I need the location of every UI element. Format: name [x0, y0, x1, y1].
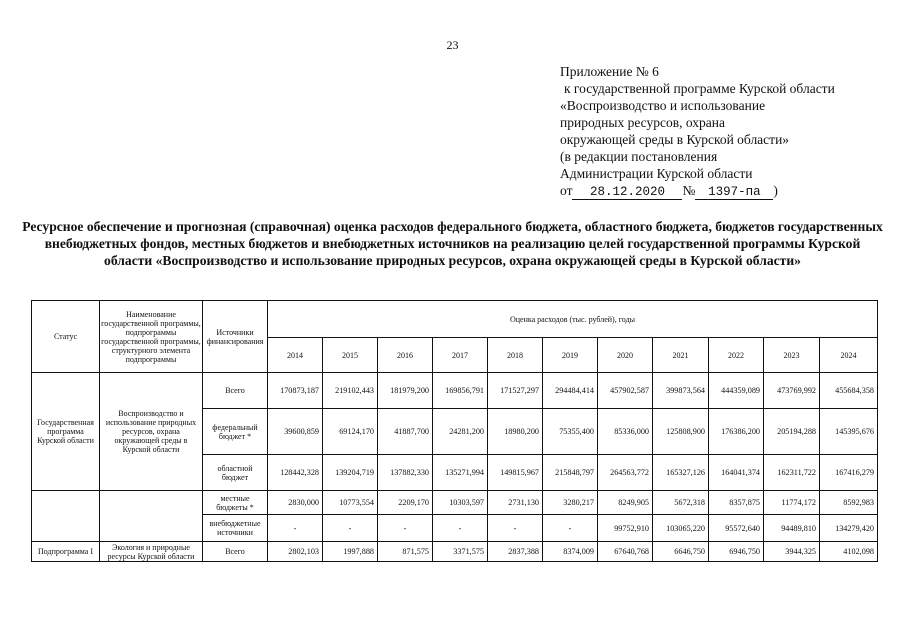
source-cell: областной бюджет: [203, 455, 268, 491]
value-cell: 134279,420: [820, 515, 878, 542]
appendix-line: природных ресурсов, охрана: [560, 115, 725, 130]
value-cell: 10303,597: [433, 491, 488, 515]
value-cell: 167416,279: [820, 455, 878, 491]
year-cell: 2022: [709, 338, 764, 373]
value-cell: 399873,564: [653, 373, 709, 409]
header-name: Наименование государственной программы, подпрограммы государственной программы, структурного элемента подпрограммы: [100, 301, 203, 373]
table-row: [32, 542, 878, 562]
value-cell: 135271,994: [433, 455, 488, 491]
value-cell: 18980,200: [488, 409, 543, 455]
source-cell: Всего: [203, 373, 268, 409]
value-cell: 2802,103: [268, 542, 323, 562]
value-cell: 171527,297: [488, 373, 543, 409]
year-cell: 2014: [268, 338, 323, 373]
value-cell: 2209,170: [378, 491, 433, 515]
header-status: Статус: [32, 301, 100, 373]
value-cell: 39600,859: [268, 409, 323, 455]
source-cell: местные бюджеты *: [203, 491, 268, 515]
year-cell: 2024: [820, 338, 878, 373]
status-cell: Государственная программа Курской области: [32, 373, 100, 491]
value-cell: 473769,992: [764, 373, 820, 409]
value-cell: 67640,768: [598, 542, 653, 562]
year-cell: 2018: [488, 338, 543, 373]
value-cell: 103065,220: [653, 515, 709, 542]
value-cell: 8249,905: [598, 491, 653, 515]
value-cell: 8357,875: [709, 491, 764, 515]
value-cell: 162311,722: [764, 455, 820, 491]
resource-table: [31, 300, 878, 562]
value-cell: 137882,330: [378, 455, 433, 491]
value-cell: -: [268, 515, 323, 542]
value-cell: 215848,797: [543, 455, 598, 491]
value-cell: 219102,443: [323, 373, 378, 409]
table-row: [32, 491, 878, 515]
value-cell: 3371,575: [433, 542, 488, 562]
resolution-number: 1397-па: [695, 185, 773, 200]
value-cell: 457902,587: [598, 373, 653, 409]
closing-bracket: ): [773, 183, 778, 198]
value-cell: 1997,888: [323, 542, 378, 562]
value-cell: 3944,325: [764, 542, 820, 562]
value-cell: 99752,910: [598, 515, 653, 542]
value-cell: 10773,554: [323, 491, 378, 515]
value-cell: 5672,318: [653, 491, 709, 515]
value-cell: 165327,126: [653, 455, 709, 491]
value-cell: 125808,900: [653, 409, 709, 455]
value-cell: 455684,358: [820, 373, 878, 409]
header-estimate: Оценка расходов (тыс. рублей), годы: [268, 301, 878, 338]
name-cell: Воспроизводство и использование природных ресурсов, охрана окружающей среды в Курской области: [100, 373, 203, 491]
value-cell: 181979,200: [378, 373, 433, 409]
value-cell: -: [433, 515, 488, 542]
header-source: Источники финансирования: [203, 301, 268, 373]
value-cell: 164041,374: [709, 455, 764, 491]
year-cell: 2019: [543, 338, 598, 373]
appendix-line: «Воспроизводство и использование: [560, 98, 766, 113]
year-cell: 2021: [653, 338, 709, 373]
appendix-line: окружающей среды в Курской области»: [560, 132, 790, 147]
value-cell: 8592,983: [820, 491, 878, 515]
appendix-line: Администрации Курской области: [560, 166, 753, 181]
resolution-date: 28.12.2020: [572, 185, 682, 200]
value-cell: 6946,750: [709, 542, 764, 562]
name-cell: Экология и природные ресурсы Курской области: [100, 542, 203, 562]
page-number: 23: [446, 38, 459, 52]
value-cell: -: [378, 515, 433, 542]
table-header-row: [32, 301, 878, 338]
value-cell: 128442,328: [268, 455, 323, 491]
value-cell: 145395,676: [820, 409, 878, 455]
status-cell: [32, 491, 100, 542]
value-cell: 2837,388: [488, 542, 543, 562]
source-cell: Всего: [203, 542, 268, 562]
value-cell: 3280,217: [543, 491, 598, 515]
value-cell: 2830,000: [268, 491, 323, 515]
year-cell: 2017: [433, 338, 488, 373]
name-cell: [100, 491, 203, 542]
value-cell: 85336,000: [598, 409, 653, 455]
value-cell: 6646,750: [653, 542, 709, 562]
value-cell: 264563,772: [598, 455, 653, 491]
value-cell: 871,575: [378, 542, 433, 562]
resolution-reference: [560, 182, 890, 200]
value-cell: -: [543, 515, 598, 542]
year-cell: 2016: [378, 338, 433, 373]
year-cell: 2015: [323, 338, 378, 373]
value-cell: 169856,791: [433, 373, 488, 409]
value-cell: -: [323, 515, 378, 542]
status-cell: Подпрограмма I: [32, 542, 100, 562]
value-cell: 2731,130: [488, 491, 543, 515]
value-cell: -: [488, 515, 543, 542]
number-label: №: [682, 183, 696, 198]
value-cell: 95572,640: [709, 515, 764, 542]
value-cell: 444359,089: [709, 373, 764, 409]
value-cell: 69124,170: [323, 409, 378, 455]
value-cell: 24281,200: [433, 409, 488, 455]
value-cell: 139204,719: [323, 455, 378, 491]
from-label: от: [560, 183, 573, 198]
value-cell: 75355,400: [543, 409, 598, 455]
value-cell: 149815,967: [488, 455, 543, 491]
value-cell: 205194,288: [764, 409, 820, 455]
source-cell: федеральный бюджет *: [203, 409, 268, 455]
value-cell: 11774,172: [764, 491, 820, 515]
year-cell: 2023: [764, 338, 820, 373]
value-cell: 4102,098: [820, 542, 878, 562]
document-title: Ресурсное обеспечение и прогнозная (справочная) оценка расходов федерального бюджета, областного бюджета, бюджетов государственных внебюджетных фондов, местных бюджетов и внебюджетных источников на реализацию целей государственной программы Курской области «Воспроизводство и использование природных ресурсов, охрана окружающей среды в Курской области»: [22, 219, 883, 268]
value-cell: 170873,187: [268, 373, 323, 409]
value-cell: 294484,414: [543, 373, 598, 409]
value-cell: 41887,700: [378, 409, 433, 455]
value-cell: 94489,810: [764, 515, 820, 542]
value-cell: 8374,009: [543, 542, 598, 562]
appendix-line: к государственной программе Курской области: [564, 81, 835, 96]
table-row: [32, 373, 878, 409]
source-cell: внебюджетные источники: [203, 515, 268, 542]
appendix-line: Приложение № 6: [560, 64, 659, 79]
appendix-block: [560, 63, 890, 200]
appendix-line: (в редакции постановления: [560, 149, 718, 164]
year-cell: 2020: [598, 338, 653, 373]
table-body: [32, 373, 878, 562]
value-cell: 176386,200: [709, 409, 764, 455]
